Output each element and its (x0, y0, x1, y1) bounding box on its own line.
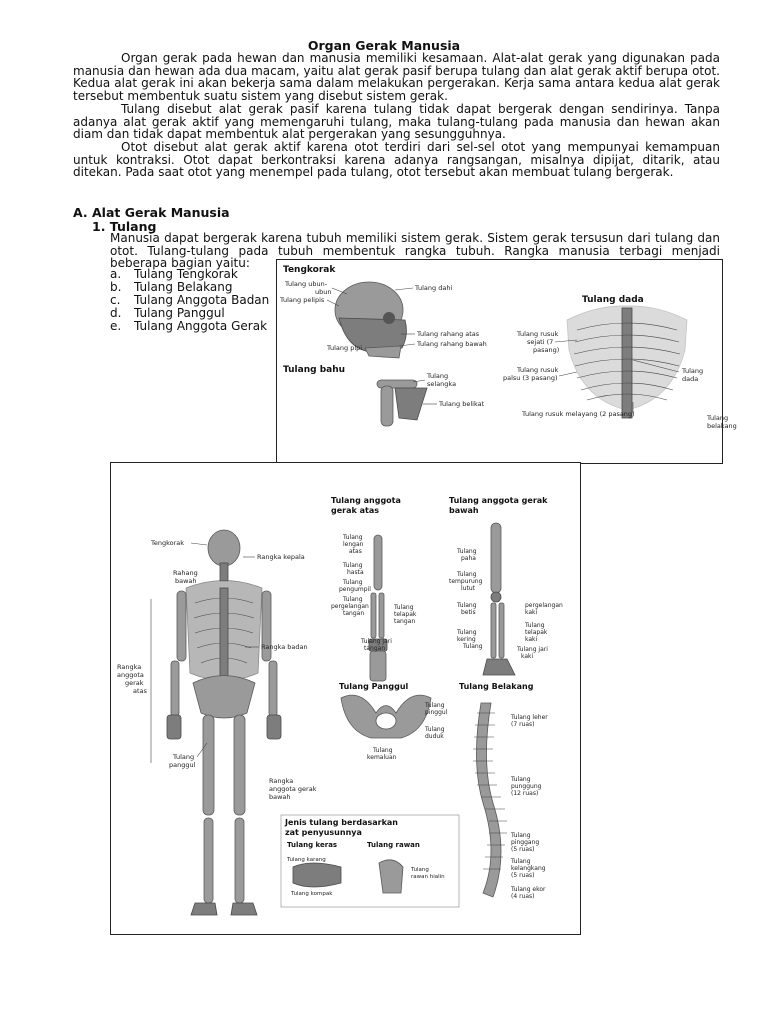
spine-title: Tulang Belakang (459, 682, 534, 691)
label: kaki (521, 653, 534, 660)
cartilage-title: Tulang rawan (367, 841, 420, 849)
label: Tulang (343, 534, 363, 541)
label: telapak (394, 611, 417, 618)
label: Tulang (343, 562, 363, 569)
label: paha (461, 555, 476, 562)
label: Tengkorak (151, 539, 185, 547)
bone-types-title: Jenis tulang berdasarkan (285, 818, 398, 827)
lower-limb-title: Tulang anggota gerak (449, 496, 548, 505)
label: Tulang rusuk melayang (2 pasang) (522, 410, 635, 418)
chest-title: Tulang dada (582, 295, 644, 305)
label: punggung (511, 783, 542, 790)
bone-types-title: zat penyusunnya (285, 828, 362, 837)
label: Tulang pipi (327, 344, 363, 352)
hard-bone-title: Tulang keras (287, 841, 338, 849)
bone-list (110, 268, 269, 333)
label: Tulang (463, 643, 483, 650)
pelvis-illustration (341, 695, 431, 738)
label: Tulang (457, 629, 477, 636)
label: anggota (117, 671, 144, 679)
label: atas (349, 548, 362, 555)
section-text: Manusia dapat bergerak karena tubuh memiliki sistem gerak. Sistem gerak tersusun dari tulang dan otot. Tulang-tulang pada tubuh membentuk rangka tubuh. Rangka manusia terbagi menjadi beberapa bagian yaitu: (110, 231, 720, 271)
lower-limb-illustration (483, 523, 515, 675)
document-title: Organ Gerak Manusia (307, 38, 461, 53)
spine-illustration (473, 703, 507, 897)
ribcage-illustration (567, 306, 687, 418)
shoulder-illustration (377, 380, 427, 426)
list-item: b. Tulang Belakang (110, 280, 233, 295)
label: Tulang ekor (511, 886, 546, 893)
label: Rangka (269, 777, 294, 785)
label: gerak (125, 679, 144, 687)
label: tangan (394, 618, 416, 625)
label: rawan hialin (411, 874, 445, 880)
label: panggul (169, 761, 196, 769)
label: Tulang (511, 776, 531, 783)
label: bawah (269, 793, 291, 801)
label: tempurung (449, 578, 483, 585)
label: Tulang (525, 622, 545, 629)
figure-skull-chest-shoulder (276, 259, 737, 464)
label: anggota gerak (269, 785, 317, 793)
upper-limb-title: Tulang anggota (331, 496, 401, 505)
label: Rangka kepala (257, 553, 305, 561)
upper-limb-title: gerak atas (331, 506, 379, 515)
label: kaki (525, 636, 538, 643)
list-item: e. Tulang Anggota Gerak (110, 319, 268, 334)
label: lutut (461, 585, 475, 592)
label: Tulang (511, 832, 531, 839)
list-item: a. Tulang Tengkorak (110, 267, 238, 281)
label: Tulang rusuk (517, 366, 559, 374)
label: Tulang (427, 372, 449, 380)
label: (5 ruas) (511, 846, 535, 853)
label: kering (457, 636, 476, 643)
label: Tulang (394, 604, 414, 611)
sub-heading: 1. Tulang (92, 219, 157, 234)
label: Tulang rahang atas (417, 330, 480, 338)
full-skeleton-illustration (167, 530, 281, 915)
label: Tulang (457, 571, 477, 578)
label: Tulang jari (517, 646, 548, 653)
paragraph-3: Otot disebut alat gerak aktif karena otot terdiri dari sel-sel otot yang mempunyai kemampuan untuk kontraksi. Otot dapat berkontraksi karena adanya rangsangan, misalnya dipijat, ditarik, atau ditekan. Pada saat otot yang menempel pada tulang, otot tersebut akan membuat tulang bergerak. (73, 140, 720, 180)
label: pengumpil (339, 586, 371, 593)
label: bawah (175, 577, 197, 585)
label: Tulang (457, 602, 477, 609)
label: Tulang (173, 753, 195, 761)
label: Rangka (117, 663, 142, 671)
pelvis-title: Tulang Panggul (339, 682, 409, 691)
label: pergelangan (525, 602, 563, 609)
list-item: d. Tulang Panggul (110, 306, 225, 321)
label: Tulang (682, 367, 704, 375)
label: Tulang (425, 726, 445, 733)
label: Tulang (343, 596, 363, 603)
label: pinggang (511, 839, 540, 846)
label: Tulang (707, 414, 729, 422)
label: Tulang kompak (291, 891, 333, 897)
label: pasang) (533, 346, 560, 354)
list-item: c. Tulang Anggota Badan (110, 293, 270, 308)
label: lengan (343, 541, 364, 548)
label: Tulang rahang bawah (417, 340, 487, 348)
label: betis (461, 609, 476, 616)
figure-skeleton (110, 462, 581, 935)
lower-limb-title: bawah (449, 506, 479, 515)
section-heading: A. Alat Gerak Manusia (73, 205, 230, 220)
label: Tulang dahi (415, 284, 453, 292)
label: dada (682, 375, 699, 383)
label: (7 ruas) (511, 721, 535, 728)
label: Tulang (411, 867, 429, 873)
paragraph-2: Tulang disebut alat gerak pasif karena tulang tidak dapat bergerak dengan sendirinya. Tanpa adanya alat gerak aktif yang memengaruhi tulang, maka tulang-tulang pada manusia dan hewan akan diam dan tidak dapat membentuk alat pergerakan yang sesungguhnya. (73, 102, 720, 142)
label: Tulang jari (361, 638, 392, 645)
label: Tulang ubun- (285, 280, 328, 288)
label: Tulang belikat (439, 400, 485, 408)
label: Tulang (457, 548, 477, 555)
label: Tulang (343, 579, 363, 586)
paragraph-1: Organ gerak pada hewan dan manusia memiliki kesamaan. Alat-alat gerak yang digunakan pada manusia dan hewan ada dua macam, yaitu alat gerak pasif berupa tulang dan alat gerak aktif berupa otot. Kedua alat gerak ini akan bekerja sama dalam melakukan pergerakan. Kerja sama antara kedua alat gerak tersebut membentuk suatu sistem yang disebut sistem gerak. (73, 51, 720, 103)
label: Tulang (373, 747, 393, 754)
label: Tulang (425, 702, 445, 709)
label: pergelangan (331, 603, 369, 610)
label: Rahang (173, 569, 198, 577)
label: kelangkang (511, 865, 546, 872)
label: Tulang karang (287, 857, 326, 863)
label: selangka (427, 380, 457, 388)
label: belakang (707, 422, 737, 430)
label: duduk (425, 733, 444, 740)
label: (5 ruas) (511, 872, 535, 879)
label: kemaluan (367, 754, 397, 761)
shoulder-title: Tulang bahu (283, 365, 346, 375)
label: tangan (364, 645, 386, 652)
label: palsu (3 pasang) (503, 374, 558, 382)
label: ubun (315, 288, 332, 296)
label: Tulang leher (511, 714, 548, 721)
label: Rangka badan (261, 643, 308, 651)
label: Tulang pelipis (280, 296, 325, 304)
label: Tulang (511, 858, 531, 865)
label: kaki (525, 609, 538, 616)
label: (4 ruas) (511, 893, 535, 900)
label: tangan (343, 610, 365, 617)
label: sejati (7 (527, 338, 554, 346)
skull-title: Tengkorak (283, 265, 336, 275)
label: Tulang rusuk (517, 330, 559, 338)
label: atas (133, 687, 147, 695)
label: pinggul (425, 709, 448, 716)
label: (12 ruas) (511, 790, 539, 797)
label: hasta (347, 569, 364, 576)
label: telapak (525, 629, 548, 636)
upper-limb-illustration (369, 535, 387, 681)
